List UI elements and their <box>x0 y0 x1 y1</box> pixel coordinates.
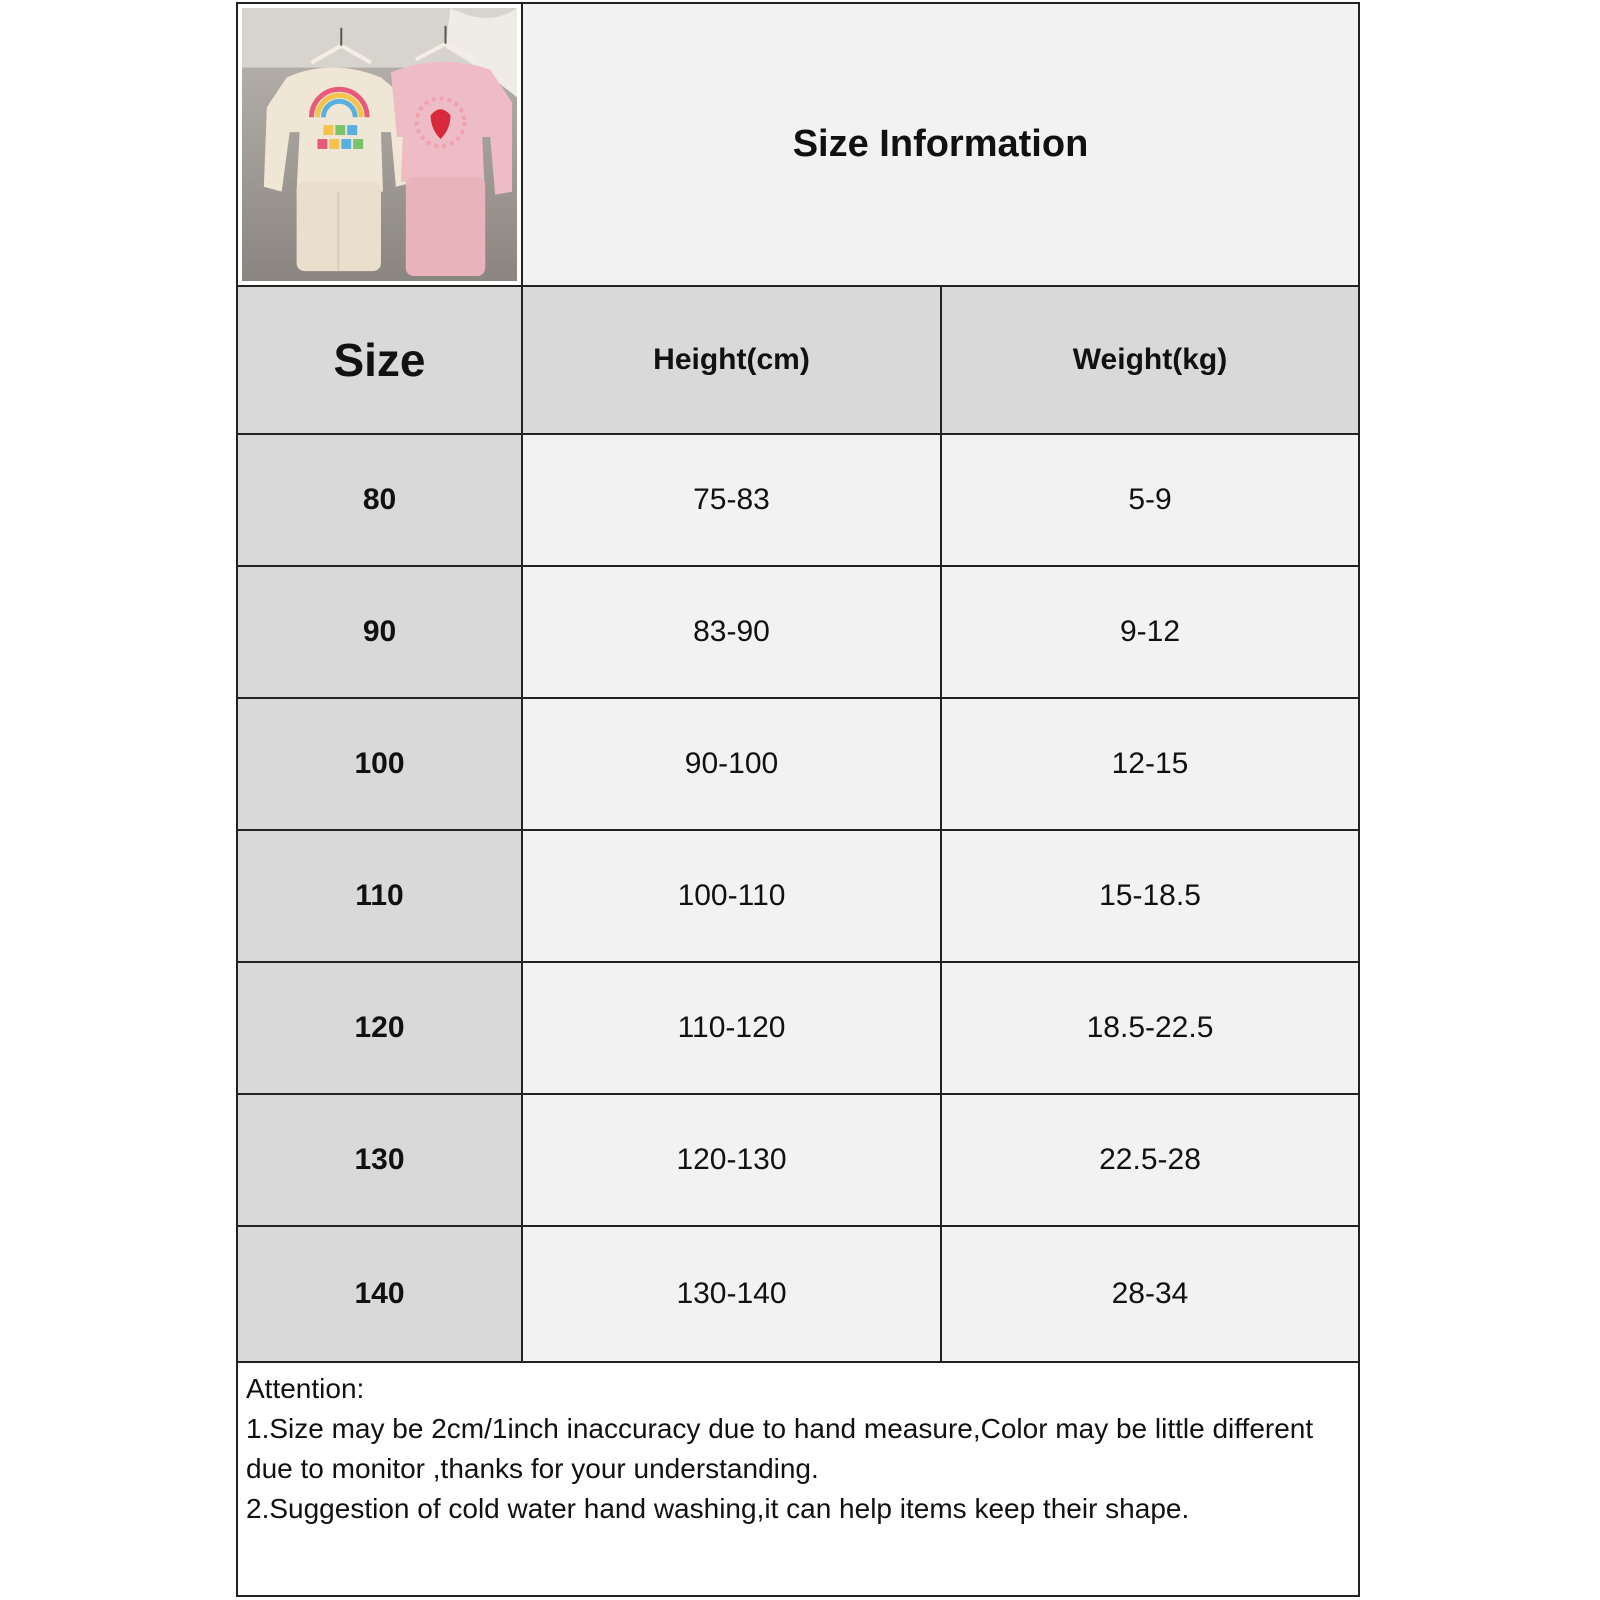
weight-cell: 22.5-28 <box>942 1095 1358 1225</box>
height-cell: 83-90 <box>523 567 942 697</box>
size-cell: 120 <box>238 963 523 1093</box>
table-row <box>238 567 1358 699</box>
height-cell: 75-83 <box>523 435 942 565</box>
product-photo-icon <box>242 7 517 282</box>
table-row <box>238 1095 1358 1227</box>
table-row <box>238 831 1358 963</box>
attention-notes <box>238 1363 1358 1595</box>
chart-header-row <box>238 4 1358 287</box>
size-cell: 130 <box>238 1095 523 1225</box>
weight-cell: 9-12 <box>942 567 1358 697</box>
height-cell: 90-100 <box>523 699 942 829</box>
size-cell: 140 <box>238 1227 523 1361</box>
weight-cell: 12-15 <box>942 699 1358 829</box>
height-cell: 130-140 <box>523 1227 942 1361</box>
note-line-2: 2.Suggestion of cold water hand washing,it can help items keep their shape. <box>246 1493 1190 1524</box>
table-row <box>238 699 1358 831</box>
weight-cell: 18.5-22.5 <box>942 963 1358 1093</box>
size-cell: 90 <box>238 567 523 697</box>
weight-cell: 5-9 <box>942 435 1358 565</box>
weight-cell: 15-18.5 <box>942 831 1358 961</box>
note-line-1: 1.Size may be 2cm/1inch inaccuracy due to hand measure,Color may be little different due to monitor ,thanks for your understanding. <box>246 1413 1314 1484</box>
height-cell: 120-130 <box>523 1095 942 1225</box>
table-header-row <box>238 287 1358 435</box>
table-row <box>238 435 1358 567</box>
size-chart <box>236 2 1360 1597</box>
table-row <box>238 1227 1358 1363</box>
size-cell: 110 <box>238 831 523 961</box>
weight-cell: 28-34 <box>942 1227 1358 1361</box>
size-cell: 100 <box>238 699 523 829</box>
height-cell: 110-120 <box>523 963 942 1093</box>
product-photo <box>238 4 523 285</box>
notes-heading: Attention: <box>246 1373 365 1404</box>
header-height: Height(cm) <box>523 287 942 433</box>
header-weight: Weight(kg) <box>942 287 1358 433</box>
height-cell: 100-110 <box>523 831 942 961</box>
table-row <box>238 963 1358 1095</box>
title-cell <box>523 4 1358 285</box>
header-size: Size <box>238 287 523 433</box>
page-title: Size Information <box>792 123 1089 165</box>
size-cell: 80 <box>238 435 523 565</box>
